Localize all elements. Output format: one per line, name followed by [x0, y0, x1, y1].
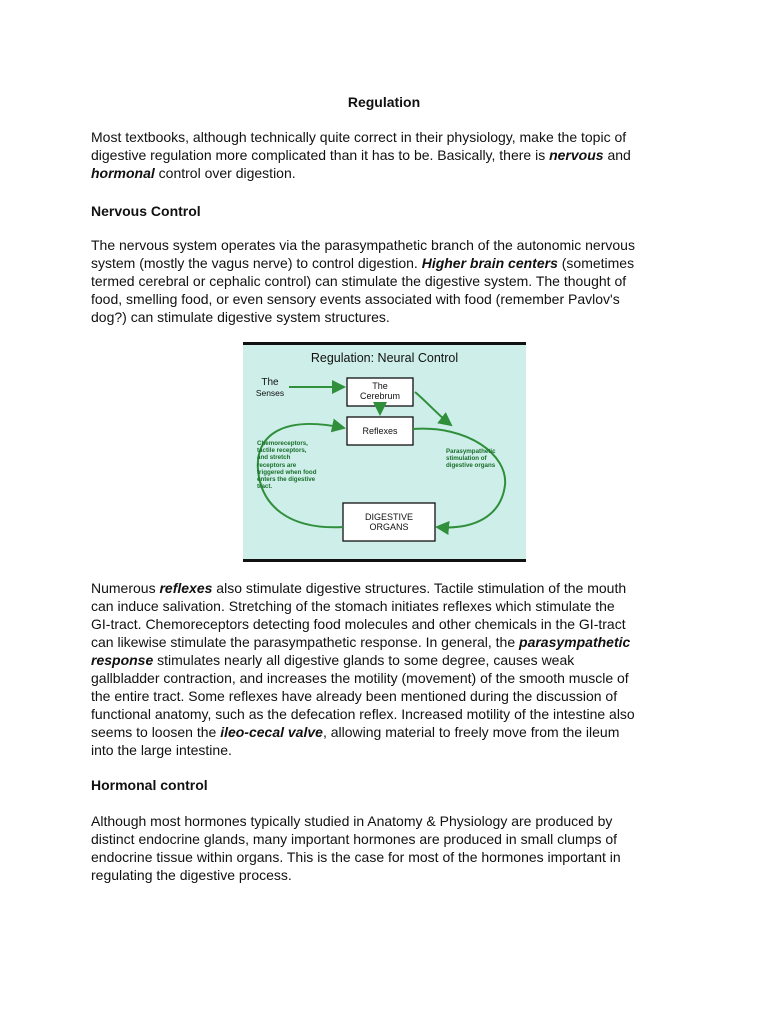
text-line: digestive regulation more complicated than it has to be. Basically, there is nervous and	[91, 147, 631, 163]
text-line: the entire tract. Some reflexes have already been mentioned during the discussion of	[91, 688, 618, 704]
digestive-organs-label: DIGESTIVE ORGANS	[364, 512, 413, 532]
emphasized-term: hormonal	[91, 165, 155, 181]
diagram-title: Regulation: Neural Control	[310, 351, 459, 365]
page-title: Regulation	[347, 94, 421, 110]
text-line: response stimulates nearly all digestive glands to some degree, causes weak	[91, 652, 575, 668]
cerebrum-label: The Cerebrum	[359, 381, 400, 401]
emphasized-term: response	[91, 652, 154, 668]
note-line: triggered when food	[257, 468, 317, 476]
text-line: endocrine tissue within organs. This is the case for most of the hormones important in	[91, 849, 621, 865]
emphasized-term: nervous	[549, 147, 604, 163]
text-line: Most textbooks, although technically quite correct in their physiology, make the topic of	[91, 129, 627, 145]
note-line: receptors are	[257, 461, 297, 469]
text-line: Numerous reflexes also stimulate digestive structures. Tactile stimulation of the mouth	[91, 580, 627, 596]
intro-paragraph	[91, 128, 711, 182]
emphasized-term: parasympathetic	[519, 634, 631, 650]
hormonal-control-heading: Hormonal control	[91, 777, 208, 793]
text-line: regulating the digestive process.	[91, 867, 292, 883]
note-line: tactile receptors,	[257, 447, 307, 455]
senses-label: The Senses	[255, 377, 285, 398]
reflexes-paragraph	[91, 579, 711, 759]
emphasized-term: reflexes	[159, 580, 213, 596]
text-line: gallbladder contraction, and increases the motility (movement) of the smooth muscle of	[91, 670, 629, 686]
text-line: system (mostly the vagus nerve) to control digestion. Higher brain centers (sometimes	[91, 255, 635, 271]
note-line: Parasympathetic	[446, 448, 496, 455]
note-line: digestive organs	[446, 462, 496, 470]
note-line: tract.	[257, 483, 273, 491]
text-line: food, smelling food, or even sensory events associated with food (remember Pavlov's	[91, 291, 620, 307]
text-line: The nervous system operates via the parasympathetic branch of the autonomic nervous	[91, 237, 635, 253]
emphasized-term: ileo-cecal valve	[220, 724, 323, 740]
text-line: Although most hormones typically studied in Anatomy & Physiology are produced by	[91, 813, 613, 829]
text-line: functional anatomy, such as the defecation reflex. Increased motility of the intestine also	[91, 706, 635, 722]
text-line: can likewise stimulate the parasympathetic response. In general, the parasympathetic	[91, 634, 631, 650]
text-line: GI-tract. Chemoreceptors detecting food molecules and other chemicals in the GI-tract	[91, 616, 626, 632]
nervous-control-paragraph	[91, 236, 711, 326]
text-line: into the large intestine.	[91, 742, 232, 758]
hormonal-control-paragraph	[91, 812, 711, 884]
parasympathetic-note	[446, 448, 521, 470]
cerebrum-to-organs-arrow	[415, 392, 451, 425]
note-line: and stretch	[257, 454, 291, 462]
note-line: Chemoreceptors,	[257, 440, 308, 447]
reflexes-label: Reflexes	[362, 426, 398, 436]
text-line: dog?) can stimulate digestive system structures.	[91, 309, 390, 325]
note-line: stimulation of	[446, 455, 487, 463]
text-line: distinct endocrine glands, many important hormones are produced in small clumps of	[91, 831, 618, 847]
neural-control-diagram	[243, 342, 526, 562]
text-line: can induce salivation. Stretching of the stomach initiates reflexes which stimulate the	[91, 598, 615, 614]
text-line: hormonal control over digestion.	[91, 165, 296, 181]
nervous-control-heading: Nervous Control	[91, 203, 201, 219]
text-line: termed cerebral or cephalic control) can stimulate the digestive system. The thought of	[91, 273, 627, 289]
note-line: enters the digestive	[257, 476, 316, 484]
text-line: seems to loosen the ileo-cecal valve, allowing material to freely move from the ileum	[91, 724, 620, 740]
receptors-note	[257, 440, 347, 490]
emphasized-term: Higher brain centers	[421, 255, 558, 271]
